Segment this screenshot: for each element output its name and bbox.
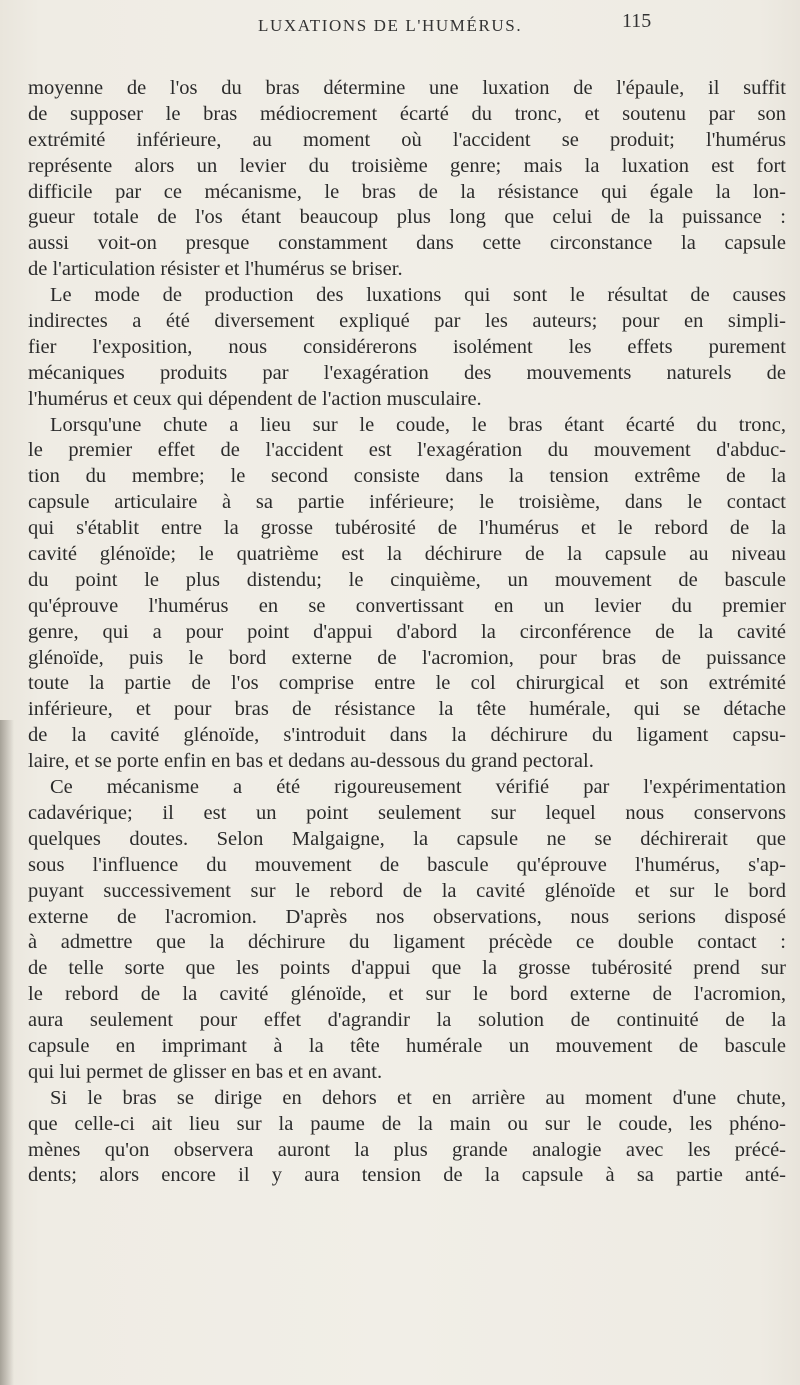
text-line: externe de l'acromion. D'après nos observations, nous serions disposé xyxy=(28,905,786,928)
text-line: quelques doutes. Selon Malgaigne, la capsule ne se déchirerait que xyxy=(28,827,786,850)
paragraph xyxy=(28,76,786,283)
text-line: qui lui permet de glisser en bas et en avant. xyxy=(28,1060,383,1083)
text-line: de telle sorte que les points d'appui que la grosse tubérosité prend sur xyxy=(28,957,786,980)
running-title: LUXATIONS DE L'HUMÉRUS. xyxy=(258,16,523,35)
text-line: mènes qu'on observera auront la plus grande analogie avec les précé- xyxy=(28,1138,786,1161)
text-line: laire, et se porte enfin en bas et dedans au-dessous du grand pectoral. xyxy=(28,750,594,773)
paragraph xyxy=(28,413,786,775)
text-line: extrémité inférieure, au moment où l'accident se produit; l'humérus xyxy=(28,128,786,151)
text-line: toute la partie de l'os comprise entre le col chirurgical et son extrémité xyxy=(28,672,786,695)
text-line: difficile par ce mécanisme, le bras de la résistance qui égale la lon- xyxy=(28,180,786,203)
text-line: glénoïde, puis le bord externe de l'acromion, pour bras de puissance xyxy=(28,646,786,669)
text-line: Lorsqu'une chute a lieu sur le coude, le bras étant écarté du tronc, xyxy=(50,413,786,436)
text-line: capsule articulaire à sa partie inférieure; le troisième, dans le contact xyxy=(28,491,786,514)
text-line: à admettre que la déchirure du ligament précède ce double contact : xyxy=(28,931,786,954)
text-line: moyenne de l'os du bras détermine une luxation de l'épaule, il suffit xyxy=(28,77,786,99)
text-line: gueur totale de l'os étant beaucoup plus long que celui de la puissance : xyxy=(28,206,786,229)
paragraph xyxy=(28,775,786,1086)
body-text xyxy=(28,76,786,1189)
text-line: aura seulement pour effet d'agrandir la solution de continuité de la xyxy=(28,1009,786,1032)
text-line: que celle-ci ait lieu sur la paume de la main ou sur le coude, les phéno- xyxy=(28,1112,786,1135)
text-line: dents; alors encore il y aura tension de la capsule à sa partie anté- xyxy=(28,1164,786,1187)
text-line: mécaniques produits par l'exagération des mouvements naturels de xyxy=(28,361,786,384)
text-line: le premier effet de l'accident est l'exagération du mouvement d'abduc- xyxy=(28,439,786,462)
text-line: de l'articulation résister et l'humérus se briser. xyxy=(28,258,403,281)
text-line: représente alors un levier du troisième genre; mais la luxation est fort xyxy=(28,154,786,177)
text-line: cadavérique; il est un point seulement sur lequel nous conservons xyxy=(28,801,786,824)
text-line: qu'éprouve l'humérus en se convertissant en un levier du premier xyxy=(28,594,786,617)
text-line: de la cavité glénoïde, s'introduit dans la déchirure du ligament capsu- xyxy=(28,724,786,747)
text-line: indirectes a été diversement expliqué par les auteurs; pour en simpli- xyxy=(28,310,786,333)
text-line: le rebord de la cavité glénoïde, et sur le bord externe de l'acromion, xyxy=(28,983,786,1006)
text-line: sous l'influence du mouvement de bascule qu'éprouve l'humérus, s'ap- xyxy=(28,853,786,876)
page-number: 115 xyxy=(622,10,652,32)
text-line: du point le plus distendu; le cinquième, un mouvement de bascule xyxy=(28,568,786,591)
paragraph xyxy=(28,283,786,412)
text-line: Le mode de production des luxations qui sont le résultat de causes xyxy=(50,284,786,307)
text-line: puyant successivement sur le rebord de la cavité glénoïde et sur le bord xyxy=(28,879,786,902)
text-line: cavité glénoïde; le quatrième est la déchirure de la capsule au niveau xyxy=(28,543,786,566)
text-line: Si le bras se dirige en dehors et en arrière au moment d'une chute, xyxy=(50,1086,786,1109)
text-line: genre, qui a pour point d'appui d'abord la circonférence de la cavité xyxy=(28,620,786,643)
text-line: fier l'exposition, nous considérerons isolément les effets purement xyxy=(28,335,786,358)
text-line: qui s'établit entre la grosse tubérosité de l'humérus et le rebord de la xyxy=(28,517,786,540)
text-line: de supposer le bras médiocrement écarté du tronc, et soutenu par son xyxy=(28,102,786,125)
text-line: inférieure, et pour bras de résistance la tête humérale, qui se détache xyxy=(28,698,786,721)
text-line: l'humérus et ceux qui dépendent de l'action musculaire. xyxy=(28,387,482,410)
paragraph xyxy=(28,1086,786,1190)
binding-shadow xyxy=(0,720,14,1385)
text-line: Ce mécanisme a été rigoureusement vérifié par l'expérimentation xyxy=(50,776,786,799)
text-line: capsule en imprimant à la tête humérale un mouvement de bascule xyxy=(28,1034,786,1057)
text-line: tion du membre; le second consiste dans la tension extrême de la xyxy=(28,465,786,488)
page-header xyxy=(0,6,800,38)
text-line: aussi voit-on presque constamment dans cette circonstance la capsule xyxy=(28,232,786,255)
